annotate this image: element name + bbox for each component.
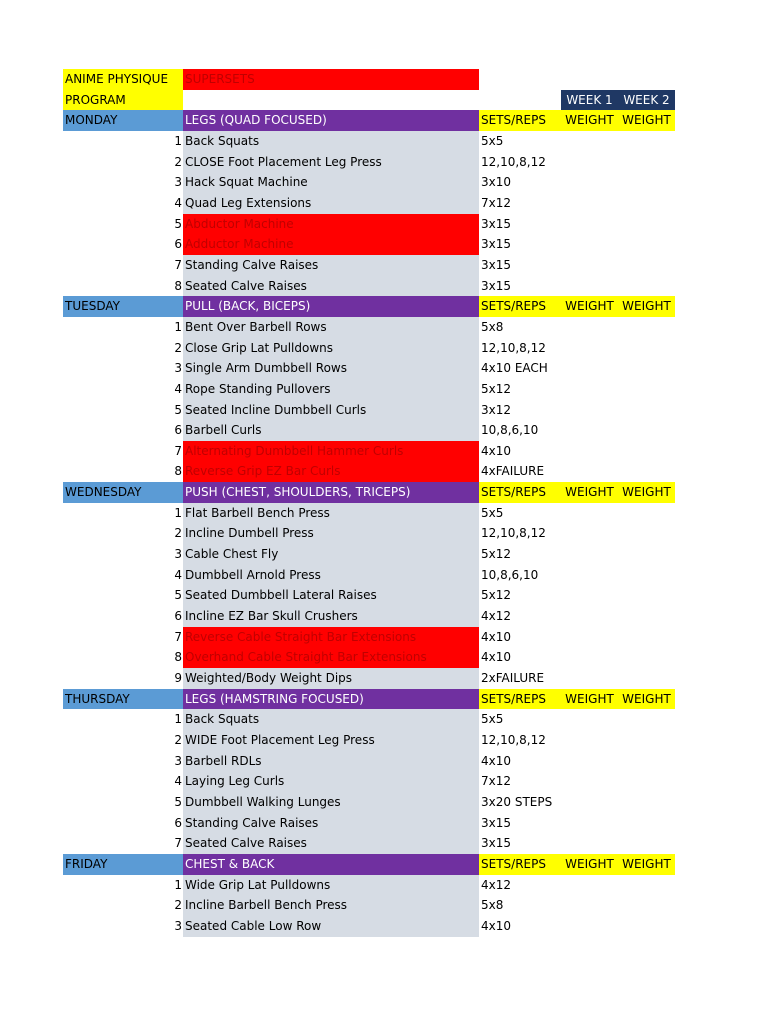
weight-week1-cell[interactable]	[561, 358, 618, 379]
sets-reps-header: SETS/REPS	[479, 482, 561, 503]
exercise-sets-reps: 3x15	[481, 257, 512, 272]
weight-week2-header: WEIGHT	[618, 482, 675, 503]
weight-week2-cell[interactable]	[618, 730, 675, 751]
weight-week1-cell[interactable]	[561, 255, 618, 276]
weight-week2-cell[interactable]	[618, 503, 675, 524]
exercise-name: CLOSE Foot Placement Leg Press	[183, 152, 479, 173]
exercise-number: 5	[174, 588, 182, 603]
weight-week1-cell[interactable]	[561, 172, 618, 193]
exercise-number: 4	[174, 195, 182, 210]
weight-week1-header: WEIGHT	[561, 854, 618, 875]
exercise-sets-reps: 5x12	[481, 381, 512, 396]
weight-week1-cell[interactable]	[561, 916, 618, 937]
exercise-sets-reps: 12,10,8,12	[481, 340, 546, 355]
exercise-name: Back Squats	[183, 131, 479, 152]
exercise-sets-reps: 10,8,6,10	[481, 567, 539, 582]
day-name: WEDNESDAY	[63, 482, 183, 503]
day-focus: LEGS (QUAD FOCUSED)	[183, 110, 479, 131]
exercise-row	[63, 276, 675, 297]
weight-week2-cell[interactable]	[618, 751, 675, 772]
exercise-sets-reps: 4x10	[481, 918, 512, 933]
weight-week1-cell[interactable]	[561, 131, 618, 152]
exercise-row	[63, 338, 675, 359]
weight-week1-header: WEIGHT	[561, 689, 618, 710]
weight-week2-cell[interactable]	[618, 461, 675, 482]
exercise-number: 2	[174, 898, 182, 913]
exercise-number: 2	[174, 733, 182, 747]
exercise-number: 8	[174, 278, 182, 293]
weight-week1-cell[interactable]	[561, 338, 618, 359]
weight-week1-cell[interactable]	[561, 523, 618, 544]
superset-exercise-name: Alternating Dumbbell Hammer Curls	[183, 441, 479, 462]
exercise-number: 1	[174, 319, 182, 334]
weight-week1-cell[interactable]	[561, 420, 618, 441]
weight-week1-cell[interactable]	[561, 771, 618, 792]
exercise-sets-reps: 3x12	[481, 402, 512, 417]
exercise-sets-reps: 5x5	[481, 505, 504, 520]
exercise-sets-reps: 3x15	[481, 836, 512, 851]
superset-exercise-name: Adductor Machine	[183, 234, 479, 255]
weight-week2-cell[interactable]	[618, 833, 675, 854]
workout-spreadsheet	[63, 69, 675, 937]
weight-week1-header: WEIGHT	[561, 110, 618, 131]
weight-week1-cell[interactable]	[561, 461, 618, 482]
weight-week1-cell[interactable]	[561, 193, 618, 214]
weight-week1-cell[interactable]	[561, 441, 618, 462]
weight-week1-cell[interactable]	[561, 276, 618, 297]
exercise-number: 7	[174, 629, 182, 644]
weight-week1-cell[interactable]	[561, 833, 618, 854]
exercise-row	[63, 503, 675, 524]
weight-week1-cell[interactable]	[561, 730, 618, 751]
exercise-name: Back Squats	[183, 709, 479, 730]
weight-week2-cell[interactable]	[618, 916, 675, 937]
exercise-row	[63, 627, 675, 648]
weight-week2-cell[interactable]	[618, 379, 675, 400]
day-focus: CHEST & BACK	[183, 854, 479, 875]
exercise-sets-reps: 4x10	[481, 753, 512, 768]
exercise-sets-reps: 3x15	[481, 815, 512, 830]
weight-week1-cell[interactable]	[561, 565, 618, 586]
exercise-number: 1	[174, 712, 182, 727]
exercise-sets-reps: 3x10	[481, 175, 512, 190]
weight-week1-cell[interactable]	[561, 668, 618, 689]
exercise-number: 4	[174, 774, 182, 789]
exercise-name: WIDE Foot Placement Leg Press	[183, 730, 479, 751]
exercise-name: Rope Standing Pullovers	[183, 379, 479, 400]
weight-week1-cell[interactable]	[561, 379, 618, 400]
sets-reps-header: SETS/REPS	[479, 296, 561, 317]
exercise-name: Barbell RDLs	[183, 751, 479, 772]
weight-week2-header: WEIGHT	[618, 854, 675, 875]
exercise-number: 8	[174, 464, 182, 479]
exercise-row	[63, 193, 675, 214]
weight-week2-cell[interactable]	[618, 131, 675, 152]
exercise-row	[63, 379, 675, 400]
exercise-row	[63, 544, 675, 565]
day-header-row	[63, 110, 675, 131]
weight-week2-cell[interactable]	[618, 565, 675, 586]
weight-week2-cell[interactable]	[618, 234, 675, 255]
exercise-row	[63, 358, 675, 379]
exercise-sets-reps: 4xFAILURE	[481, 464, 545, 479]
day-header-row	[63, 689, 675, 710]
weight-week2-cell[interactable]	[618, 647, 675, 668]
weight-week2-cell[interactable]	[618, 152, 675, 173]
exercise-sets-reps: 7x12	[481, 195, 512, 210]
exercise-number: 3	[174, 918, 182, 933]
header-row-1	[63, 69, 675, 90]
weight-week2-cell[interactable]	[618, 627, 675, 648]
header-row-2	[63, 90, 675, 111]
weight-week1-cell[interactable]	[561, 813, 618, 834]
day-focus: PULL (BACK, BICEPS)	[183, 296, 479, 317]
weight-week1-cell[interactable]	[561, 544, 618, 565]
exercise-sets-reps: 4x10 EACH	[481, 361, 548, 376]
exercise-name: Single Arm Dumbbell Rows	[183, 358, 479, 379]
exercise-number: 4	[174, 381, 182, 396]
weight-week2-cell[interactable]	[618, 358, 675, 379]
weight-week1-cell[interactable]	[561, 792, 618, 813]
weight-week1-cell[interactable]	[561, 234, 618, 255]
exercise-number: 7	[174, 257, 182, 272]
weight-week2-cell[interactable]	[618, 338, 675, 359]
exercise-row	[63, 647, 675, 668]
exercise-sets-reps: 12,10,8,12	[481, 526, 546, 541]
weight-week2-cell[interactable]	[618, 771, 675, 792]
day-name: FRIDAY	[63, 854, 183, 875]
exercise-name: Standing Calve Raises	[183, 813, 479, 834]
exercise-sets-reps: 12,10,8,12	[481, 733, 546, 747]
exercise-name: Incline Barbell Bench Press	[183, 895, 479, 916]
exercise-row	[63, 400, 675, 421]
exercise-number: 3	[174, 361, 182, 376]
exercise-number: 7	[174, 836, 182, 851]
exercise-sets-reps: 5x8	[481, 898, 504, 913]
week2-header: WEEK 2	[618, 90, 675, 111]
exercise-row	[63, 709, 675, 730]
exercise-sets-reps: 4x10	[481, 629, 512, 644]
exercise-row	[63, 751, 675, 772]
exercise-number: 6	[174, 609, 182, 624]
weight-week2-cell[interactable]	[618, 172, 675, 193]
exercise-row	[63, 255, 675, 276]
weight-week1-header: WEIGHT	[561, 482, 618, 503]
weight-week2-cell[interactable]	[618, 875, 675, 896]
exercise-sets-reps: 4x10	[481, 650, 512, 665]
exercise-row	[63, 771, 675, 792]
exercise-sets-reps: 3x15	[481, 216, 512, 231]
exercise-name: Weighted/Body Weight Dips	[183, 668, 479, 689]
exercise-sets-reps: 7x12	[481, 774, 512, 789]
day-focus: LEGS (HAMSTRING FOCUSED)	[183, 689, 479, 710]
exercise-number: 9	[174, 671, 182, 686]
exercise-number: 5	[174, 402, 182, 417]
exercise-row	[63, 131, 675, 152]
exercise-name: Bent Over Barbell Rows	[183, 317, 479, 338]
exercise-number: 3	[174, 547, 182, 562]
exercise-sets-reps: 4x12	[481, 609, 512, 624]
exercise-row	[63, 895, 675, 916]
exercise-row	[63, 813, 675, 834]
weight-week1-cell[interactable]	[561, 875, 618, 896]
weight-week1-cell[interactable]	[561, 709, 618, 730]
weight-week2-header: WEIGHT	[618, 110, 675, 131]
exercise-row	[63, 668, 675, 689]
exercise-number: 5	[174, 216, 182, 231]
exercise-number: 2	[174, 340, 182, 355]
weight-week2-cell[interactable]	[618, 544, 675, 565]
day-header-row	[63, 296, 675, 317]
sets-reps-header: SETS/REPS	[479, 689, 561, 710]
exercise-name: Laying Leg Curls	[183, 771, 479, 792]
exercise-number: 6	[174, 237, 182, 252]
weight-week1-cell[interactable]	[561, 214, 618, 235]
exercise-sets-reps: 5x5	[481, 133, 504, 148]
program-title-line2: PROGRAM	[63, 90, 183, 111]
exercise-number: 3	[174, 175, 182, 190]
weight-week2-header: WEIGHT	[618, 689, 675, 710]
day-focus: PUSH (CHEST, SHOULDERS, TRICEPS)	[183, 482, 479, 503]
exercise-name: Barbell Curls	[183, 420, 479, 441]
exercise-name: Seated Calve Raises	[183, 833, 479, 854]
weight-week2-cell[interactable]	[618, 276, 675, 297]
weight-week2-cell[interactable]	[618, 214, 675, 235]
program-title-line1: ANIME PHYSIQUE	[63, 69, 183, 90]
weight-week1-header: WEIGHT	[561, 296, 618, 317]
superset-exercise-name: Reverse Grip EZ Bar Curls	[183, 461, 479, 482]
exercise-name: Seated Dumbbell Lateral Raises	[183, 585, 479, 606]
superset-exercise-name: Abductor Machine	[183, 214, 479, 235]
exercise-number: 7	[174, 443, 182, 458]
exercise-row	[63, 833, 675, 854]
weight-week2-cell[interactable]	[618, 668, 675, 689]
weight-week1-cell[interactable]	[561, 152, 618, 173]
day-name: THURSDAY	[63, 689, 183, 710]
weight-week2-cell[interactable]	[618, 895, 675, 916]
exercise-row	[63, 441, 675, 462]
exercise-number: 6	[174, 815, 182, 830]
day-header-row	[63, 482, 675, 503]
exercise-sets-reps: 5x12	[481, 588, 512, 603]
weight-week2-cell[interactable]	[618, 585, 675, 606]
supersets-legend: SUPERSETS	[183, 69, 479, 90]
exercise-number: 8	[174, 650, 182, 665]
exercise-row	[63, 916, 675, 937]
exercise-sets-reps: 3x15	[481, 278, 512, 293]
exercise-name: Standing Calve Raises	[183, 255, 479, 276]
week1-header: WEEK 1	[561, 90, 618, 111]
weight-week1-cell[interactable]	[561, 503, 618, 524]
exercise-name: Hack Squat Machine	[183, 172, 479, 193]
weight-week2-cell[interactable]	[618, 317, 675, 338]
weight-week1-cell[interactable]	[561, 627, 618, 648]
exercise-sets-reps: 4x10	[481, 443, 512, 458]
sets-reps-header: SETS/REPS	[479, 110, 561, 131]
exercise-row	[63, 875, 675, 896]
exercise-sets-reps: 5x12	[481, 547, 512, 562]
exercise-row	[63, 172, 675, 193]
weight-week1-cell[interactable]	[561, 400, 618, 421]
exercise-number: 1	[174, 877, 182, 892]
exercise-name: Cable Chest Fly	[183, 544, 479, 565]
weight-week1-cell[interactable]	[561, 585, 618, 606]
weight-week2-cell[interactable]	[618, 420, 675, 441]
exercise-name: Seated Calve Raises	[183, 276, 479, 297]
sets-reps-header: SETS/REPS	[479, 854, 561, 875]
exercise-name: Dumbbell Walking Lunges	[183, 792, 479, 813]
weight-week2-cell[interactable]	[618, 523, 675, 544]
exercise-row	[63, 214, 675, 235]
exercise-row	[63, 606, 675, 627]
exercise-name: Close Grip Lat Pulldowns	[183, 338, 479, 359]
weight-week2-cell[interactable]	[618, 813, 675, 834]
day-name: TUESDAY	[63, 296, 183, 317]
exercise-row	[63, 317, 675, 338]
weight-week1-cell[interactable]	[561, 895, 618, 916]
exercise-name: Seated Incline Dumbbell Curls	[183, 400, 479, 421]
exercise-name: Incline EZ Bar Skull Crushers	[183, 606, 479, 627]
exercise-sets-reps: 4x12	[481, 877, 512, 892]
exercise-number: 6	[174, 423, 182, 438]
exercise-sets-reps: 10,8,6,10	[481, 423, 539, 438]
day-name: MONDAY	[63, 110, 183, 131]
exercise-row	[63, 461, 675, 482]
weight-week2-cell[interactable]	[618, 255, 675, 276]
superset-exercise-name: Overhand Cable Straight Bar Extensions	[183, 647, 479, 668]
exercise-number: 3	[174, 753, 182, 768]
exercise-name: Dumbbell Arnold Press	[183, 565, 479, 586]
exercise-sets-reps: 3x20 STEPS	[481, 794, 553, 809]
exercise-name: Quad Leg Extensions	[183, 193, 479, 214]
exercise-name: Wide Grip Lat Pulldowns	[183, 875, 479, 896]
weight-week1-cell[interactable]	[561, 751, 618, 772]
exercise-sets-reps: 2xFAILURE	[481, 671, 545, 686]
weight-week2-cell[interactable]	[618, 400, 675, 421]
weight-week2-cell[interactable]	[618, 709, 675, 730]
exercise-sets-reps: 12,10,8,12	[481, 154, 546, 169]
weight-week1-cell[interactable]	[561, 647, 618, 668]
weight-week2-cell[interactable]	[618, 441, 675, 462]
exercise-row	[63, 234, 675, 255]
exercise-row	[63, 523, 675, 544]
exercise-number: 1	[174, 505, 182, 520]
weight-week2-cell[interactable]	[618, 193, 675, 214]
superset-exercise-name: Reverse Cable Straight Bar Extensions	[183, 627, 479, 648]
exercise-number: 4	[174, 567, 182, 582]
exercise-row	[63, 792, 675, 813]
day-header-row	[63, 854, 675, 875]
weight-week2-cell[interactable]	[618, 606, 675, 627]
exercise-sets-reps: 5x5	[481, 712, 504, 727]
exercise-name: Flat Barbell Bench Press	[183, 503, 479, 524]
weight-week1-cell[interactable]	[561, 317, 618, 338]
weight-week2-header: WEIGHT	[618, 296, 675, 317]
exercise-name: Incline Dumbell Press	[183, 523, 479, 544]
exercise-row	[63, 420, 675, 441]
exercise-number: 5	[174, 794, 182, 809]
weight-week1-cell[interactable]	[561, 606, 618, 627]
exercise-number: 1	[174, 133, 182, 148]
exercise-number: 2	[174, 154, 182, 169]
weight-week2-cell[interactable]	[618, 792, 675, 813]
exercise-row	[63, 152, 675, 173]
exercise-row	[63, 565, 675, 586]
exercise-number: 2	[174, 526, 182, 541]
exercise-name: Seated Cable Low Row	[183, 916, 479, 937]
exercise-sets-reps: 3x15	[481, 237, 512, 252]
exercise-row	[63, 585, 675, 606]
exercise-row	[63, 730, 675, 751]
days-container	[63, 110, 675, 936]
exercise-sets-reps: 5x8	[481, 319, 504, 334]
